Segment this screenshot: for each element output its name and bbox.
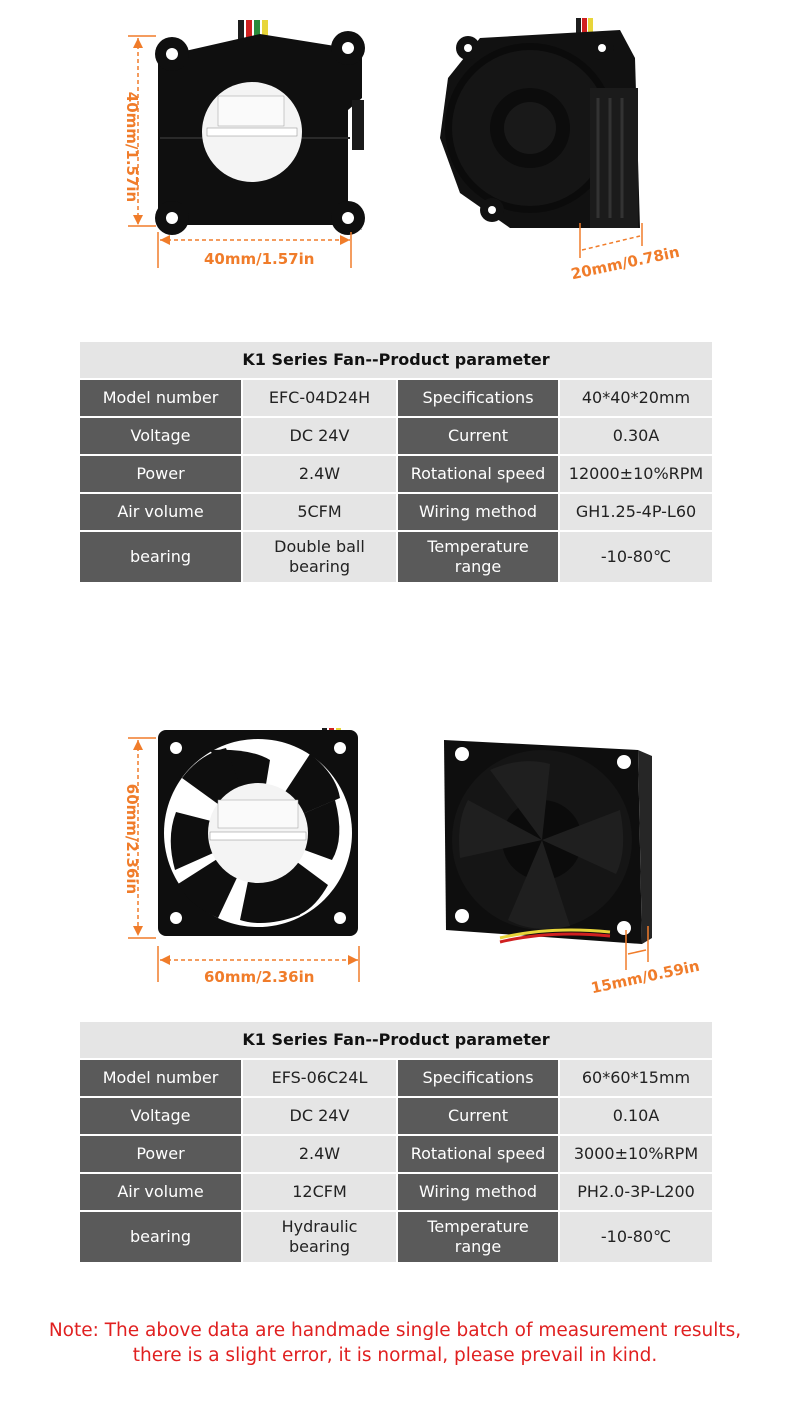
- param-value: 0.10A: [560, 1098, 712, 1134]
- param-key: Temperature range: [398, 1212, 558, 1262]
- param-key: Voltage: [80, 418, 241, 454]
- param-key: Specifications: [398, 380, 558, 416]
- product2-front-photo: [100, 720, 380, 990]
- table-title: K1 Series Fan--Product parameter: [80, 342, 712, 378]
- param-value: EFS-06C24L: [243, 1060, 396, 1096]
- product1-width-label: 40mm/1.57in: [204, 250, 315, 268]
- param-value: 40*40*20mm: [560, 380, 712, 416]
- dimension-lines-product2: [100, 720, 380, 990]
- param-key: Specifications: [398, 1060, 558, 1096]
- product1-side-photo: [420, 18, 700, 288]
- param-value: GH1.25-4P-L60: [560, 494, 712, 530]
- param-value: 12CFM: [243, 1174, 396, 1210]
- param-key: Temperature range: [398, 532, 558, 582]
- param-value: 5CFM: [243, 494, 396, 530]
- param-value: 12000±10%RPM: [560, 456, 712, 492]
- product1-parameter-table: [78, 340, 714, 584]
- param-value: 60*60*15mm: [560, 1060, 712, 1096]
- param-key: Power: [80, 456, 241, 492]
- param-value: PH2.0-3P-L200: [560, 1174, 712, 1210]
- param-key: Voltage: [80, 1098, 241, 1134]
- param-value: -10-80℃: [560, 532, 712, 582]
- param-key: bearing: [80, 532, 241, 582]
- param-key: Model number: [80, 380, 241, 416]
- param-value: -10-80℃: [560, 1212, 712, 1262]
- product2-width-label: 60mm/2.36in: [204, 968, 315, 986]
- param-key: Model number: [80, 1060, 241, 1096]
- dimension-lines-product1: [100, 20, 380, 270]
- param-key: Current: [398, 418, 558, 454]
- param-value: EFC-04D24H: [243, 380, 396, 416]
- param-key: Air volume: [80, 494, 241, 530]
- param-value: DC 24V: [243, 1098, 396, 1134]
- product2-parameter-table: [78, 1020, 714, 1264]
- param-value: Double ball bearing: [243, 532, 396, 582]
- param-key: Wiring method: [398, 1174, 558, 1210]
- param-value: 2.4W: [243, 456, 396, 492]
- axial-fan-angled-image: [430, 730, 710, 1000]
- param-key: bearing: [80, 1212, 241, 1262]
- product1-front-photo: [100, 20, 380, 270]
- param-value: 2.4W: [243, 1136, 396, 1172]
- product2-height-label: 60mm/2.36in: [123, 783, 141, 895]
- table-title: K1 Series Fan--Product parameter: [80, 1022, 712, 1058]
- param-key: Current: [398, 1098, 558, 1134]
- param-value: 3000±10%RPM: [560, 1136, 712, 1172]
- product1-height-label: 40mm/1.57in: [123, 91, 141, 203]
- product2-side-photo: [430, 730, 710, 1000]
- param-key: Air volume: [80, 1174, 241, 1210]
- param-value: 0.30A: [560, 418, 712, 454]
- param-key: Wiring method: [398, 494, 558, 530]
- product2-depth-label: 15mm/0.59in: [589, 956, 702, 998]
- param-key: Power: [80, 1136, 241, 1172]
- param-key: Rotational speed: [398, 1136, 558, 1172]
- param-value: DC 24V: [243, 418, 396, 454]
- param-value: Hydraulic bearing: [243, 1212, 396, 1262]
- param-key: Rotational speed: [398, 456, 558, 492]
- product1-depth-label: 20mm/0.78in: [569, 242, 682, 284]
- measurement-note: Note: The above data are handmade single batch of measurement results, there is a slight error, it is normal, please prevail in kind.: [48, 1320, 742, 1366]
